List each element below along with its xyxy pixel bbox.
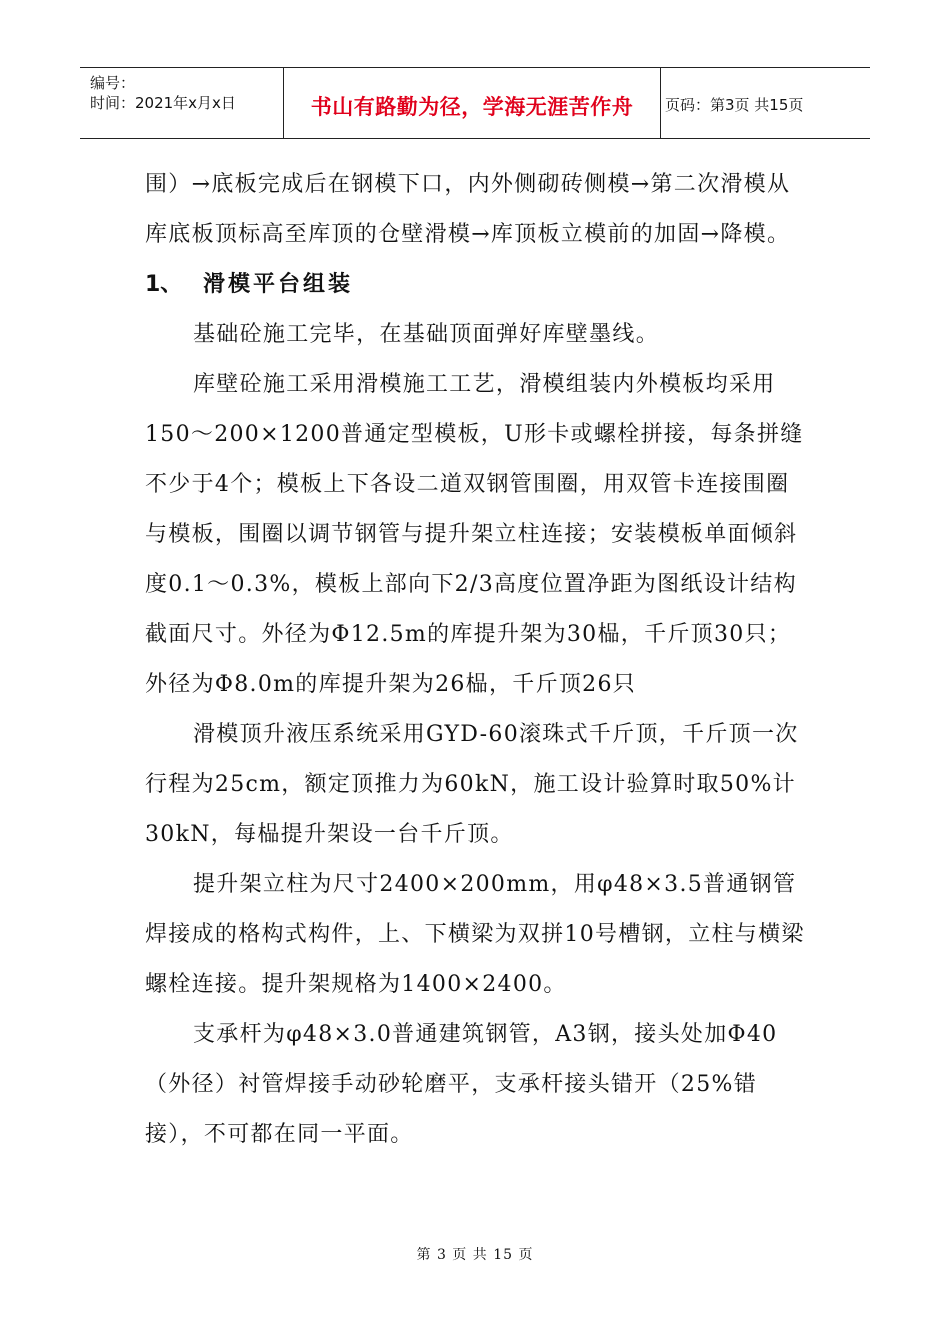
header-right-cell (661, 68, 870, 138)
page-footer: 第 3 页 共 15 页 (416, 1247, 534, 1263)
time-label: 时间：2021年x月x日 (90, 94, 236, 112)
paragraph: 支承杆为φ48×3.0普通建筑钢管，A3钢，接头处加Φ40（外径）衬管焊接手动砂轮磨平，支承杆接头错开（25%错接），不可都在同一平面。 (145, 1022, 778, 1147)
section-number: 1、 (145, 272, 183, 297)
section-heading (145, 260, 810, 310)
paragraph-continued: 围）→底板完成后在钢模下口，内外侧砌砖侧模→第二次滑模从库底板顶标高至库顶的仓壁滑模→库顶板立模前的加固→降模。 (145, 172, 791, 247)
paragraph: 滑模顶升液压系统采用GYD-60滚珠式千斤顶，千斤顶一次行程为25cm，额定顶推力为60kN，施工设计验算时取50%计30kN，每榀提升架设一台千斤顶。 (145, 722, 799, 847)
paragraph: 库壁砼施工采用滑模施工工艺，滑模组装内外模板均采用150～200×1200普通定型模板，U形卡或螺栓拼接，每条拼缝不少于4个；模板上下各设二道双钢管围圈，用双管卡连接围圈与模板，围圈以调节钢管与提升架立柱连接；安装模板单面倾斜度0.1～0.3%，模板上部向下2/3高度位置净距为图纸设计结构截面尺寸。外径为Φ12.5m的库提升架为30榀，千斤顶30只；外径为Φ8.0m的库提升架为26榀，千斤顶26只 (145, 372, 804, 697)
paragraph: 提升架立柱为尺寸2400×200mm，用φ48×3.5普通钢管焊接成的格构式构件，上、下横梁为双拼10号槽钢，立柱与横梁螺栓连接。提升架规格为1400×2400。 (145, 872, 805, 997)
serial-label: 编号： (90, 74, 136, 92)
header-left-cell (80, 68, 284, 138)
paragraph: 基础砼施工完毕，在基础顶面弹好库壁墨线。 (193, 322, 660, 347)
page-header-table (80, 67, 870, 139)
header-center-cell (284, 68, 661, 138)
header-page-info: 页码：第3页 共15页 (665, 96, 804, 114)
section-title: 滑模平台组装 (203, 272, 354, 297)
document-body (145, 160, 810, 1160)
header-motto: 书山有路勤为径，学海无涯苦作舟 (310, 95, 634, 119)
